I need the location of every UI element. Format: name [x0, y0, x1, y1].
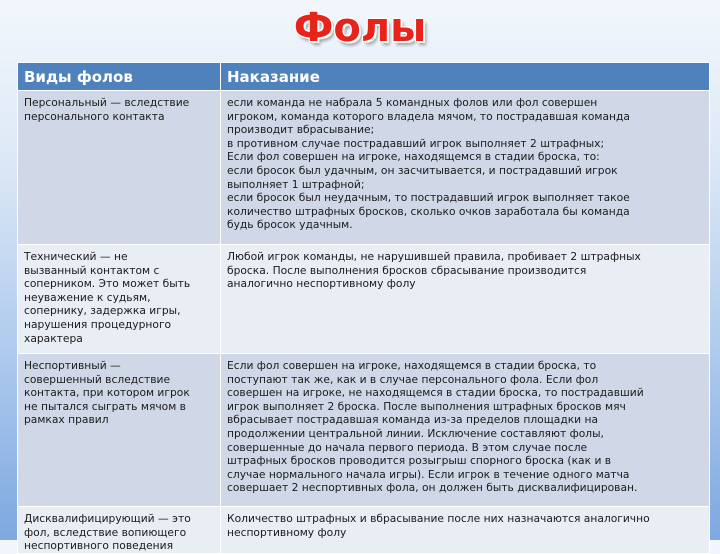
- slide-title: Фолы: [293, 5, 427, 51]
- table-row: [18, 507, 710, 554]
- foul-type-cell: Персональный — вследствие персонального контакта: [18, 91, 221, 245]
- penalty-cell: Если фол совершен на игроке, находящемся в стадии броска, то поступают так же, как и в случае персонального фола. Если фол совершен на игроке, не находящемся в стадии броска, то пострадавший игрок выполняет 2 броска. После выполнения штрафных бросков мяч вбрасывает пострадавшая команда из-за пределов площадки на продолжении центральной линии. Исключение составляют фолы, совершенные до начала первого периода. В этом случае после штрафных бросков проводится розыгрыш спорного броска (как и в случае нормального начала игры). Если игрок в течение одного матча совершает 2 неспортивных фола, он должен быть дисквалифицирован.: [221, 354, 710, 507]
- penalty-cell: если команда не набрала 5 командных фолов или фол совершен игроком, команда которого владела мячом, то пострадавшая команда производит вбрасывание; в противном случае пострадавший игрок выполняет 2 штрафных; Если фол совершен на игроке, находящемся в стадии броска, то: если бросок был удачным, он засчитывается, и пострадавший игрок выполняет 1 штрафной; если бросок был неудачным, то пострадавший игрок выполняет такое количество штрафных бросков, сколько очков заработала бы команда будь бросок удачным.: [221, 91, 710, 245]
- penalty-cell: Количество штрафных и вбрасывание после них назначаются аналогично неспортивному фолу: [221, 507, 710, 554]
- table-header-row: [18, 63, 710, 91]
- foul-type-cell: Дисквалифицирующий — это фол, вследствие вопиющего неспортивного поведения: [18, 507, 221, 554]
- foul-type-cell: Неспортивный — совершенный вследствие контакта, при котором игрок не пытался сыграть мячом в рамках правил: [18, 354, 221, 507]
- table-row: [18, 245, 710, 354]
- penalty-cell: Любой игрок команды, не нарушившей правила, пробивает 2 штрафных броска. После выполнения бросков сбрасывание производится аналогично неспортивному фолу: [221, 245, 710, 354]
- table-row: [18, 354, 710, 507]
- foul-type-cell: Технический — не вызванный контактом с соперником. Это может быть неуважение к судьям, сопернику, задержка игры, нарушения процедурного характера: [18, 245, 221, 354]
- fouls-table: [17, 62, 710, 554]
- column-header-penalty: Наказание: [221, 63, 710, 91]
- table-row: [18, 91, 710, 245]
- column-header-foul-types: Виды фолов: [18, 63, 221, 91]
